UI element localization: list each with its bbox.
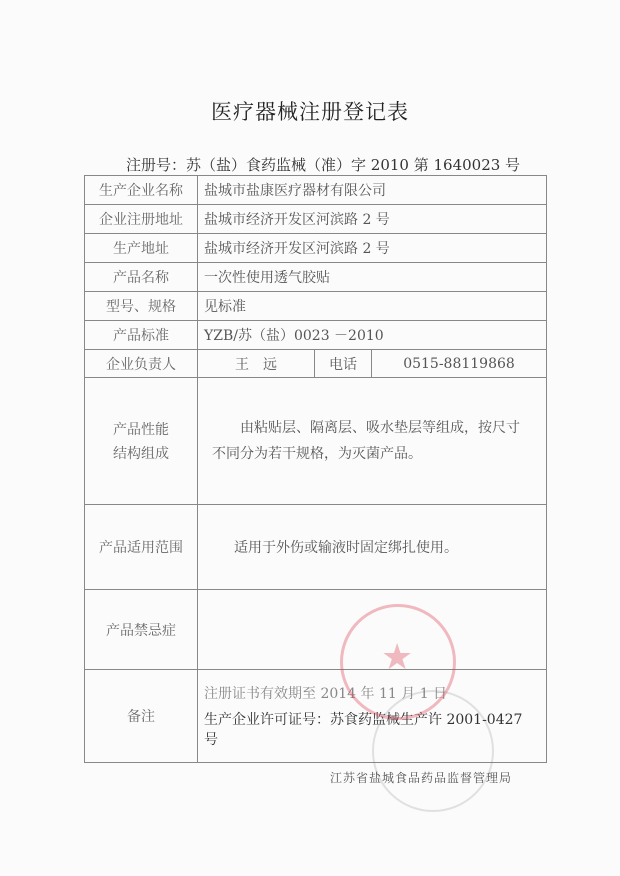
field-value: 盐城市经济开发区河滨路 2 号	[198, 205, 547, 234]
table-row	[85, 292, 547, 321]
field-value: 盐城市盐康医疗器材有限公司	[198, 176, 547, 205]
field-label: 产品名称	[85, 263, 198, 292]
field-label: 型号、规格	[85, 292, 198, 321]
field-value: 适用于外伤或输液时固定绑扎使用。	[198, 505, 547, 590]
phone-value: 0515-88119868	[372, 350, 547, 378]
remark-line: 注册证书有效期至 2014 年 11 月 1 日	[204, 686, 448, 702]
registration-table	[84, 175, 547, 763]
remark-line: 生产企业许可证号：苏食药监械生产许 2001-0427 号	[204, 712, 523, 748]
registration-number: 注册号：苏（盐）食药监械（准）字 2010 第 1640023 号	[126, 156, 521, 174]
field-label: 企业注册地址	[85, 205, 198, 234]
field-value: 由粘贴层、隔离层、吸水垫层等组成，按尺寸不同分为若干规格，为灭菌产品。	[198, 378, 547, 505]
table-row	[85, 234, 547, 263]
table-row	[85, 378, 547, 505]
star-icon: ★	[381, 637, 414, 678]
issuing-authority: 江苏省盐城食品药品监督管理局	[330, 771, 513, 785]
responsible-name: 王 远	[198, 350, 315, 378]
table-row	[85, 176, 547, 205]
field-label: 备注	[85, 670, 198, 763]
field-value: 见标准	[198, 292, 547, 321]
table-row	[85, 505, 547, 590]
field-label	[85, 378, 198, 505]
table-row	[85, 350, 547, 378]
phone-label: 电话	[315, 350, 372, 378]
field-label: 生产地址	[85, 234, 198, 263]
faded-seal	[372, 690, 494, 812]
table-row	[85, 205, 547, 234]
field-label: 企业负责人	[85, 350, 198, 378]
field-label: 产品标准	[85, 321, 198, 350]
document-title: 医疗器械注册登记表	[211, 100, 409, 124]
field-value: 一次性使用透气胶贴	[198, 263, 547, 292]
label-line: 结构组成	[113, 446, 169, 462]
table-row	[85, 590, 547, 670]
label-line: 产品性能	[113, 422, 169, 438]
table-row	[85, 321, 547, 350]
field-value: YZB/苏（盐）0023 －2010	[198, 321, 547, 350]
table-row	[85, 263, 547, 292]
field-label: 产品适用范围	[85, 505, 198, 590]
field-label: 产品禁忌症	[85, 590, 198, 670]
field-value: 盐城市经济开发区河滨路 2 号	[198, 234, 547, 263]
field-label: 生产企业名称	[85, 176, 198, 205]
